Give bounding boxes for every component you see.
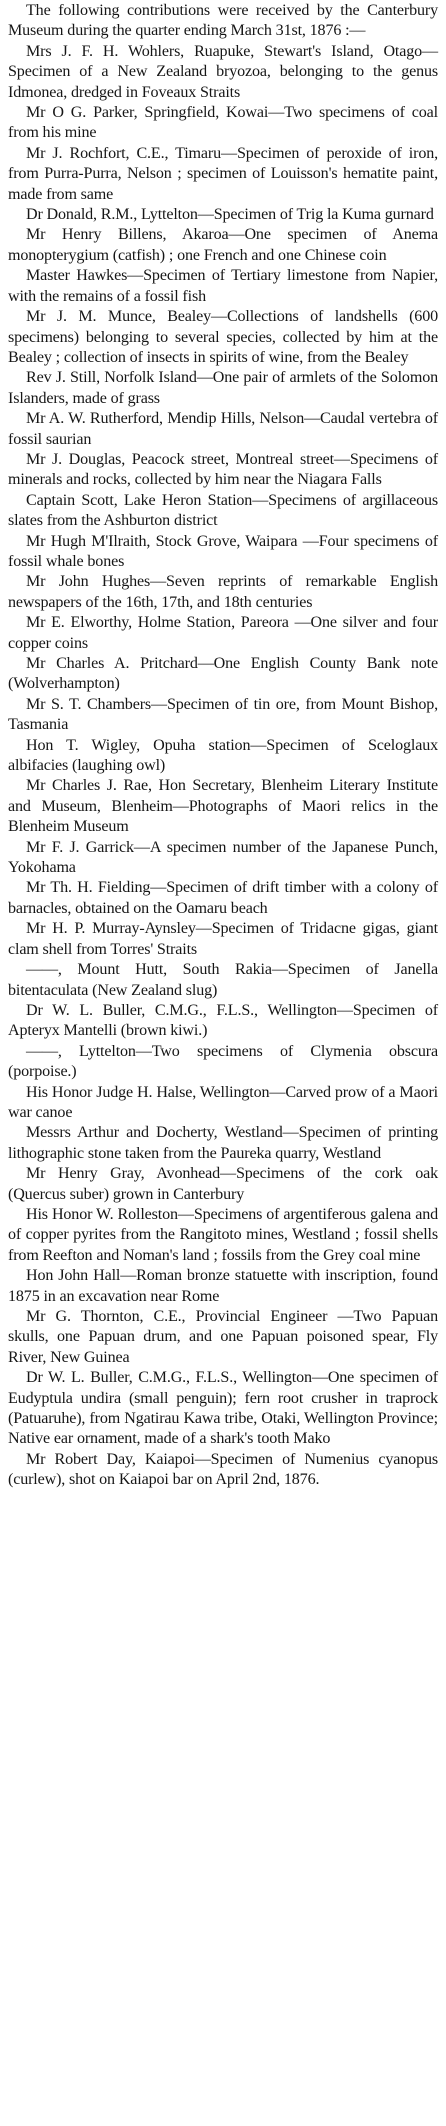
contribution-entry: Dr Donald, R.M., Lyttelton—Specimen of Trig la Kuma gurnard bbox=[26, 206, 434, 224]
contribution-entry: Mr O G. Parker, Springfield, Kowai—Two specimens of coal from his mine bbox=[8, 104, 438, 142]
contribution-entry: Mr Th. H. Fielding—Specimen of drift timber with a colony of barnacles, obtained on the Oamaru beach bbox=[8, 879, 438, 917]
contribution-entry: Mr J. Douglas, Peacock street, Montreal street—Specimens of minerals and rocks, collected by him near the Niagara Falls bbox=[8, 450, 438, 489]
contribution-entry: ——, Mount Hutt, South Rakia—Specimen of Janella bitentaculata (New Zealand slug) bbox=[8, 961, 438, 999]
contribution-entry: Mr Charles A. Pritchard—One English County Bank note (Wolverhampton) bbox=[8, 655, 438, 693]
contribution-entry: Mr S. T. Chambers—Specimen of tin ore, from Mount Bishop, Tasmania bbox=[8, 695, 438, 734]
contribution-entry: Mr E. Elworthy, Holme Station, Pareora —One silver and four copper coins bbox=[8, 614, 438, 652]
contribution-entry: Mr H. P. Murray-Aynsley—Specimen of Tridacne gigas, giant clam shell from Torres' Straits bbox=[8, 920, 438, 958]
contribution-entry: Messrs Arthur and Docherty, Westland—Specimen of printing lithographic stone taken from the Paureka quarry, Westland bbox=[8, 1124, 438, 1162]
contribution-entry: Mr F. J. Garrick—A specimen number of the Japanese Punch, Yokohama bbox=[8, 838, 438, 877]
contribution-entry: His Honor W. Rolleston—Specimens of argentiferous galena and of copper pyrites from the Rangitoto mines, Westland ; fossil shells from Reefton and Noman's land ; fossils from the Grey coal mine bbox=[8, 1205, 438, 1264]
contribution-entry: Mr G. Thornton, C.E., Provincial Engineer —Two Papuan skulls, one Papuan drum, and one Papuan poisoned spear, Fly River, New Guinea bbox=[8, 1308, 438, 1366]
contribution-entry: His Honor Judge H. Halse, Wellington—Carved prow of a Maori war canoe bbox=[8, 1083, 438, 1121]
contribution-entry: Captain Scott, Lake Heron Station—Specimens of argillaceous slates from the Ashburton district bbox=[8, 491, 438, 530]
intro-paragraph: The following contributions were received by the Canterbury Museum during the quarter ending March 31st, 1876 :— bbox=[8, 2, 438, 40]
contribution-entry: Master Hawkes—Specimen of Tertiary limestone from Napier, with the remains of a fossil fish bbox=[8, 267, 438, 305]
contribution-entry: Mrs J. F. H. Wohlers, Ruapuke, Stewart's Island, Otago—Specimen of a New Zealand bryozoa, belonging to the genus Idmonea, dredged in Foveaux Straits bbox=[8, 42, 438, 101]
contribution-entry: ——, Lyttelton—Two specimens of Clymenia obscura (porpoise.) bbox=[8, 1042, 438, 1081]
contribution-entry: Dr W. L. Buller, C.M.G., F.L.S., Wellington—One specimen of Eudyptula undira (small penguin); fern root crusher in traprock (Patuaruhe), from Ngatirau Kawa tribe, Otaki, Wellington Province; Native ear ornament, made of a shark's tooth Mako bbox=[8, 1369, 438, 1448]
contribution-entry: Mr Charles J. Rae, Hon Secretary, Blenheim Literary Institute and Museum, Blenheim—Photographs of Maori relics in the Blenheim Museum bbox=[8, 777, 438, 836]
contribution-entry: Mr Henry Gray, Avonhead—Specimens of the cork oak (Quercus suber) grown in Canterbury bbox=[8, 1165, 438, 1203]
contribution-entry: Hon T. Wigley, Opuha station—Specimen of Sceloglaux albifacies (laughing owl) bbox=[8, 736, 438, 775]
contribution-entry: Dr W. L. Buller, C.M.G., F.L.S., Wellington—Specimen of Apteryx Mantelli (brown kiwi.) bbox=[8, 1001, 438, 1040]
contribution-entry: Mr John Hughes—Seven reprints of remarkable English newspapers of the 16th, 17th, and 18th centuries bbox=[8, 573, 438, 611]
contribution-entry: Rev J. Still, Norfolk Island—One pair of armlets of the Solomon Islanders, made of grass bbox=[8, 369, 438, 407]
contribution-entry: Mr Henry Billens, Akaroa—One specimen of Anema monopterygium (catfish) ; one French and one Chinese coin bbox=[8, 226, 438, 264]
contribution-entry: Mr J. Rochfort, C.E., Timaru—Specimen of peroxide of iron, from Purra-Purra, Nelson ; specimen of Louisson's hematite paint, made from same bbox=[8, 144, 438, 203]
contribution-entry: Mr J. M. Munce, Bealey—Collections of landshells (600 specimens) belonging to several species, collected by him at the Bealey ; collection of insects in spirits of wine, from the Bealey bbox=[8, 308, 438, 366]
contribution-entry: Mr Robert Day, Kaiapoi—Specimen of Numenius cyanopus (curlew), shot on Kaiapoi bar on April 2nd, 1876. bbox=[8, 1450, 438, 1489]
contribution-entry: Hon John Hall—Roman bronze statuette with inscription, found 1875 in an excavation near Rome bbox=[8, 1267, 438, 1305]
contribution-entry: Mr Hugh M'Ilraith, Stock Grove, Waipara —Four specimens of fossil whale bones bbox=[8, 532, 438, 570]
contribution-entry: Mr A. W. Rutherford, Mendip Hills, Nelson—Caudal vertebra of fossil saurian bbox=[8, 410, 438, 448]
